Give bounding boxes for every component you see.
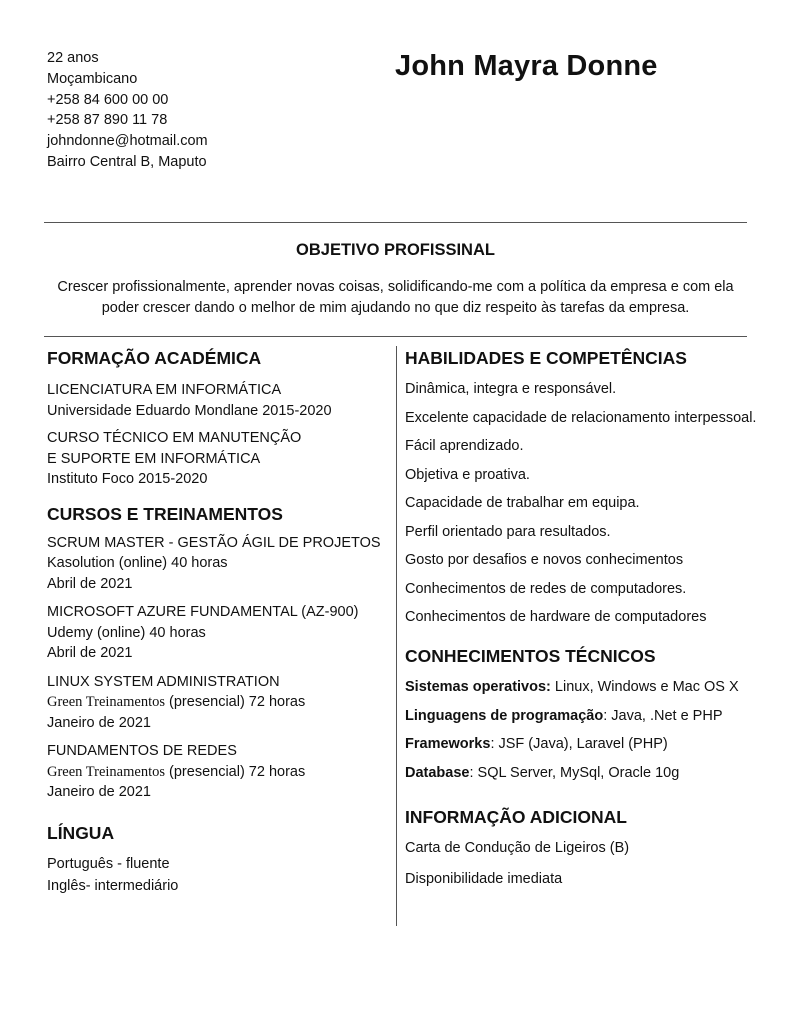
course-name: LINUX SYSTEM ADMINISTRATION bbox=[47, 673, 280, 690]
course-provider bbox=[47, 762, 387, 783]
technical-item bbox=[405, 734, 780, 754]
technical-item bbox=[405, 706, 780, 726]
skill-item: Objetiva e proativa. bbox=[405, 466, 530, 483]
education-entry bbox=[47, 380, 387, 421]
column-divider bbox=[396, 346, 397, 926]
course-name: SCRUM MASTER - GESTÃO ÁGIL DE PROJETOS bbox=[47, 534, 381, 551]
additional-item: Disponibilidade imediata bbox=[405, 870, 563, 887]
technical-title: CONHECIMENTOS TÉCNICOS bbox=[405, 646, 656, 666]
skill-item: Capacidade de trabalhar em equipa. bbox=[405, 495, 640, 511]
divider-middle bbox=[44, 336, 747, 337]
course-name: MICROSOFT AZURE FUNDAMENTAL (AZ-900) bbox=[47, 604, 359, 620]
education-institution: Universidade Eduardo Mondlane 2015-2020 bbox=[47, 402, 332, 419]
course-date: Abril de 2021 bbox=[47, 645, 133, 661]
skill-item: Conhecimentos de redes de computadores. bbox=[405, 580, 687, 597]
languages-list bbox=[47, 853, 387, 897]
email: johndonne@hotmail.com bbox=[47, 133, 208, 150]
left-column bbox=[47, 348, 387, 897]
education-degree: LICENCIATURA EM INFORMÁTICA bbox=[47, 382, 282, 398]
course-entry bbox=[47, 533, 387, 595]
additional-title: INFORMAÇÃO ADICIONAL bbox=[405, 806, 627, 827]
courses-title: CURSOS E TREINAMENTOS bbox=[47, 503, 283, 524]
languages-title: LÍNGUA bbox=[47, 822, 115, 843]
skill-item: Conhecimentos de hardware de computadores bbox=[405, 609, 707, 625]
course-entry bbox=[47, 741, 387, 803]
age: 22 anos bbox=[47, 50, 99, 66]
course-provider-org: Green Treinamentos bbox=[47, 694, 165, 710]
skill-item: Gosto por desafios e novos conhecimentos bbox=[405, 552, 684, 568]
divider-top bbox=[44, 222, 747, 223]
objective-text: Crescer profissionalmente, aprender novas coisas, solidificando-me com a política da empresa e com ela poder crescer dando o melhor de mim ajudando no que diz respeito às tarefas da empresa. bbox=[57, 279, 734, 316]
contact-info bbox=[47, 48, 208, 173]
skills-title: HABILIDADES E COMPETÊNCIAS bbox=[405, 348, 687, 368]
technical-label: Sistemas operativos: bbox=[405, 679, 551, 695]
skills-list bbox=[405, 379, 780, 627]
course-provider bbox=[47, 692, 387, 713]
course-provider: Kasolution (online) 40 horas bbox=[47, 555, 228, 571]
skill-item: Fácil aprendizado. bbox=[405, 438, 524, 454]
education-title: FORMAÇÃO ACADÉMICA bbox=[47, 348, 262, 368]
technical-value: : Java, .Net e PHP bbox=[603, 707, 723, 724]
course-date: Abril de 2021 bbox=[47, 575, 133, 592]
course-provider: Udemy (online) 40 horas bbox=[47, 624, 206, 641]
course-provider-org: Green Treinamentos bbox=[47, 763, 165, 780]
course-name: FUNDAMENTOS DE REDES bbox=[47, 743, 237, 759]
course-entry bbox=[47, 672, 387, 734]
language-item: Inglês- intermediário bbox=[47, 877, 179, 894]
course-provider-detail: (presencial) 72 horas bbox=[165, 763, 306, 780]
additional-item: Carta de Condução de Ligeiros (B) bbox=[405, 839, 630, 856]
course-date: Janeiro de 2021 bbox=[47, 784, 151, 800]
right-column bbox=[405, 348, 780, 889]
technical-value: : SQL Server, MySql, Oracle 10g bbox=[469, 764, 680, 781]
technical-list bbox=[405, 677, 780, 783]
course-provider-detail: (presencial) 72 horas bbox=[165, 694, 306, 710]
course-entry bbox=[47, 602, 387, 664]
technical-value: Linux, Windows e Mac OS X bbox=[550, 679, 739, 695]
candidate-name: John Mayra Donne bbox=[395, 50, 658, 82]
technical-label: Linguagens de programação bbox=[405, 707, 604, 724]
language-item: Português - fluente bbox=[47, 855, 170, 872]
phone-primary: +258 84 600 00 00 bbox=[47, 91, 169, 108]
education-institution: Instituto Foco 2015-2020 bbox=[47, 471, 208, 487]
technical-value: : JSF (Java), Laravel (PHP) bbox=[490, 736, 668, 752]
course-date: Janeiro de 2021 bbox=[47, 714, 151, 731]
additional-list bbox=[405, 838, 780, 889]
phone-secondary: +258 87 890 11 78 bbox=[47, 112, 168, 129]
skill-item: Dinâmica, integra e responsável. bbox=[405, 381, 617, 397]
address: Bairro Central B, Maputo bbox=[47, 153, 207, 170]
nationality: Moçambicano bbox=[47, 70, 138, 87]
education-entry bbox=[47, 428, 387, 490]
technical-item bbox=[405, 763, 780, 783]
education-degree: CURSO TÉCNICO EM MANUTENÇÃO bbox=[47, 430, 302, 446]
education-degree-continued: E SUPORTE EM INFORMÁTICA bbox=[47, 450, 261, 467]
skill-item: Excelente capacidade de relacionamento interpessoal. bbox=[405, 409, 757, 426]
technical-label: Frameworks bbox=[405, 736, 491, 752]
technical-item bbox=[405, 677, 780, 697]
skill-item: Perfil orientado para resultados. bbox=[405, 523, 611, 540]
technical-label: Database bbox=[405, 764, 470, 781]
objective-title: OBJETIVO PROFISSINAL bbox=[296, 241, 495, 259]
